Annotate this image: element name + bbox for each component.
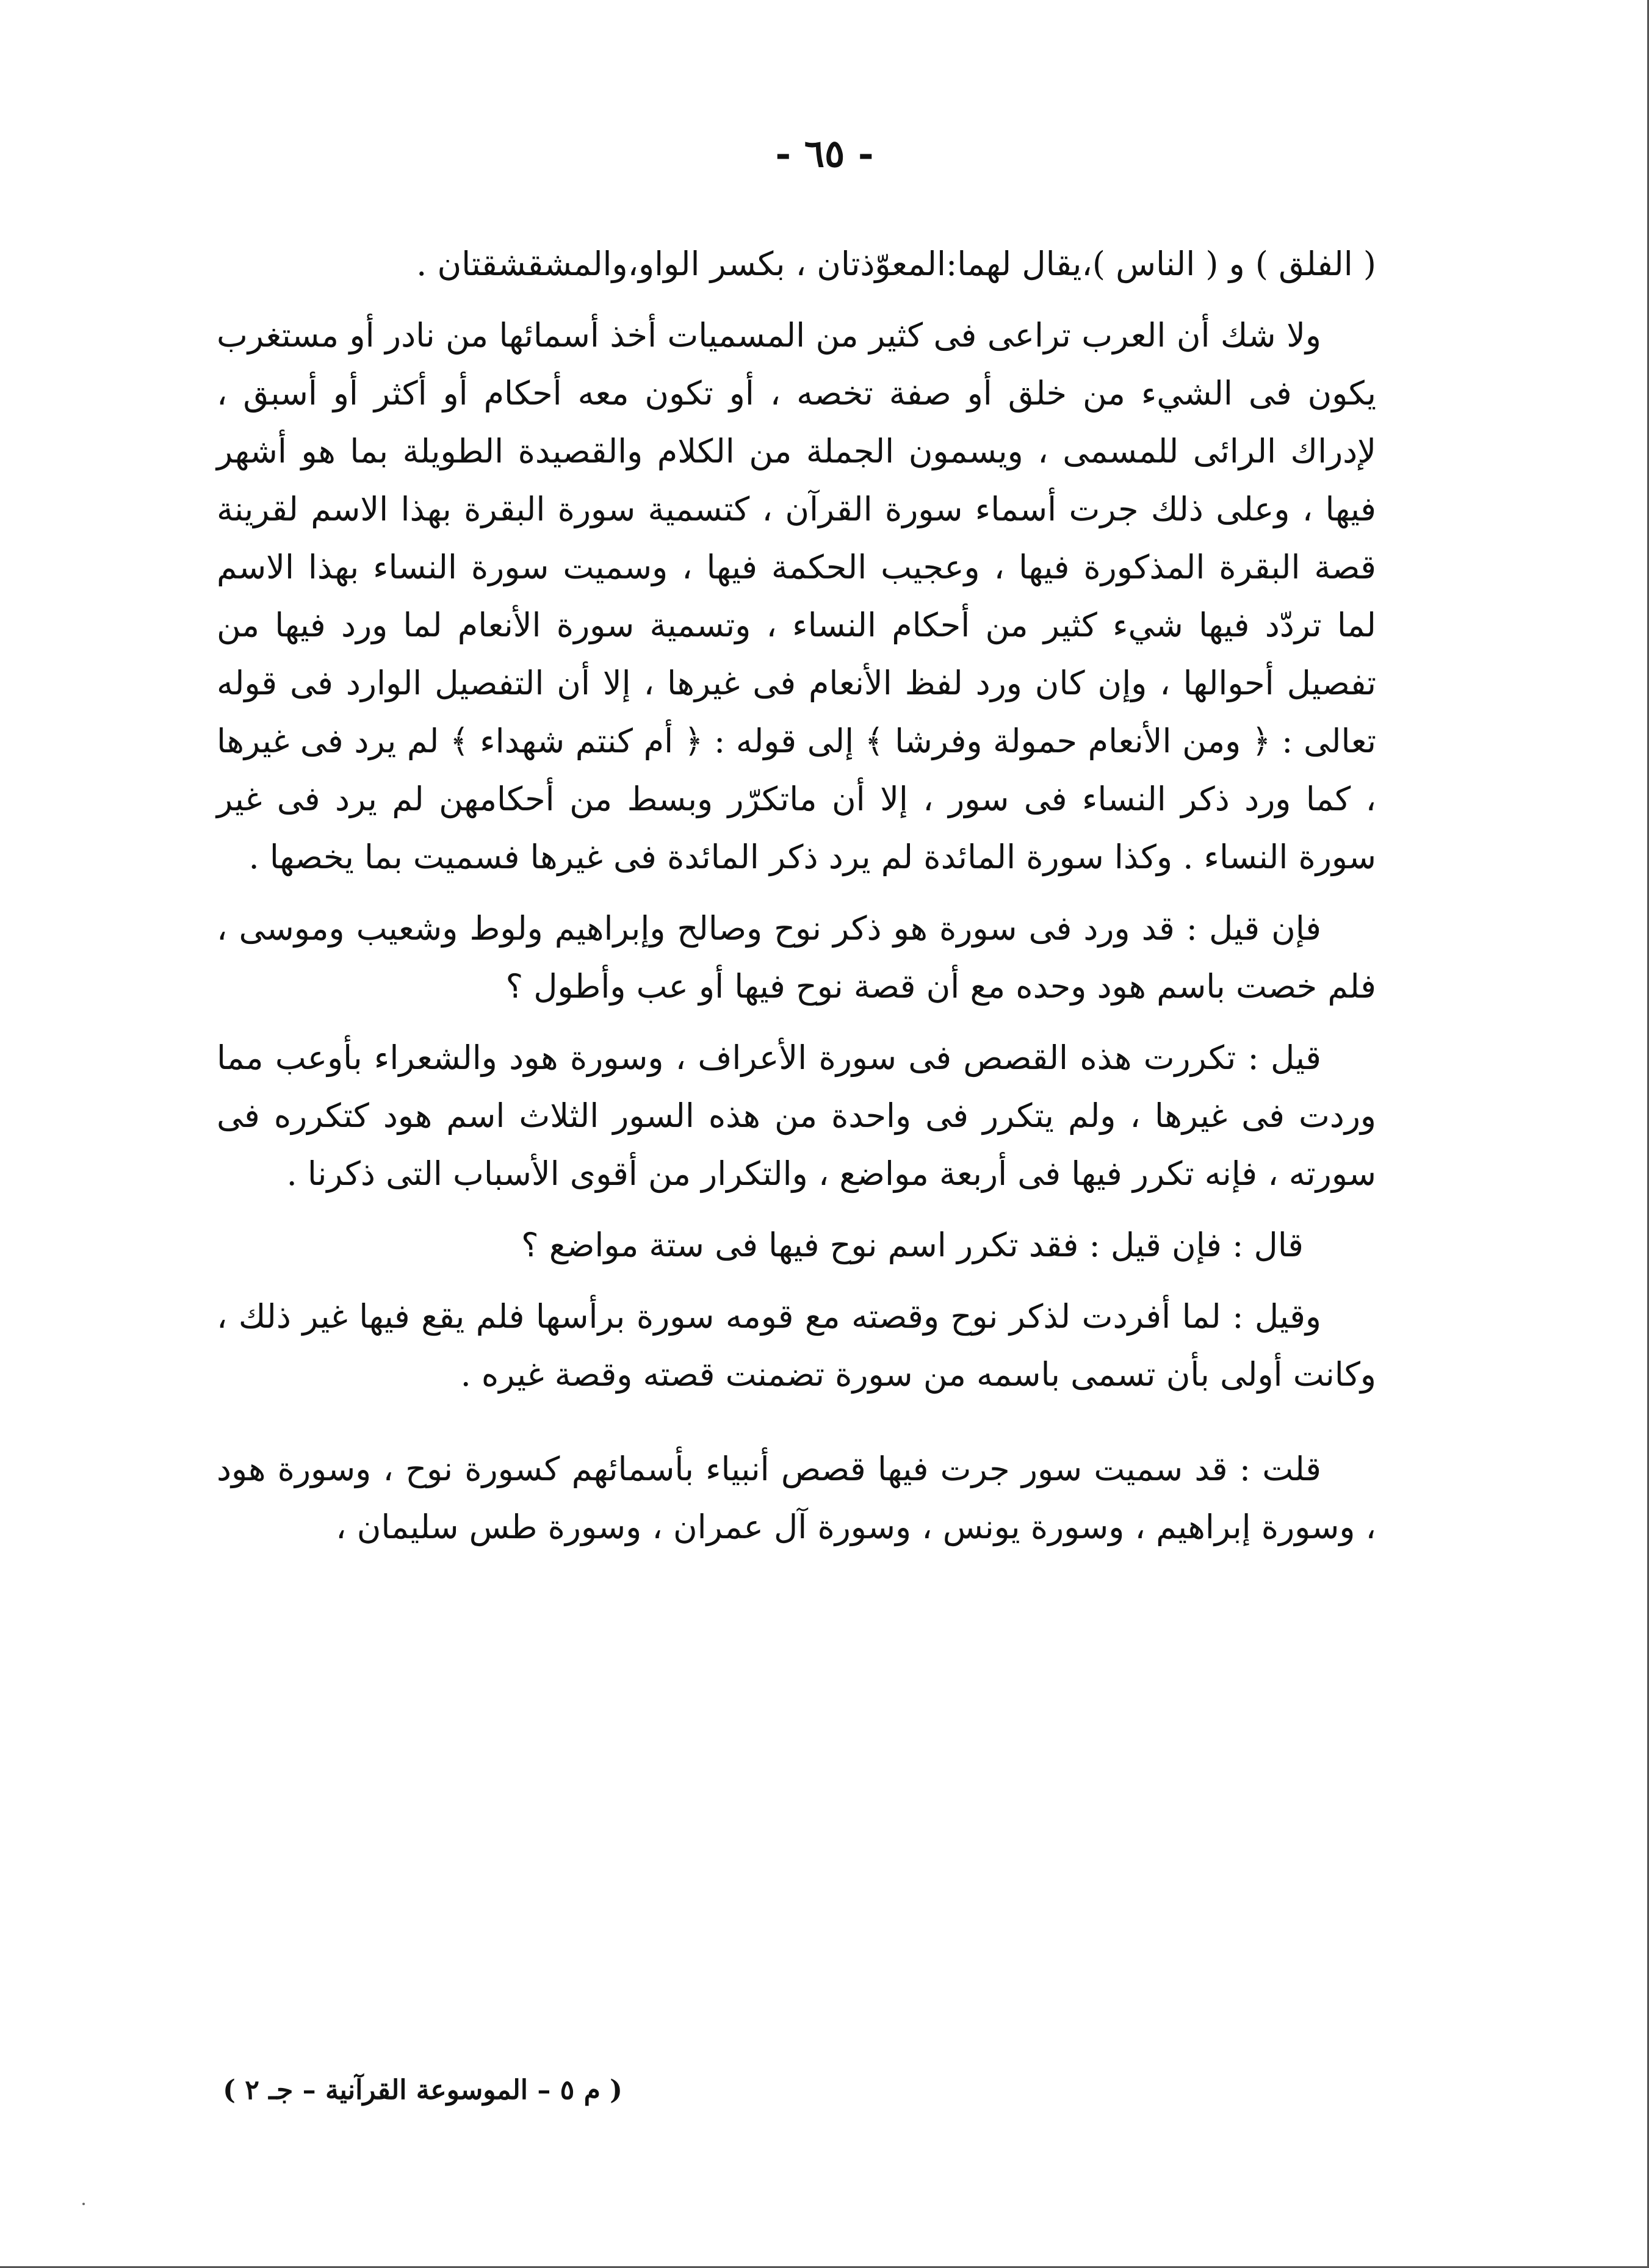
paragraph-answer-repetition: قيل : تكررت هذه القصص فى سورة الأعراف ، وسورة هود والشعراء بأوعب مما وردت فى غيرها ، ولم يتكرر فى واحدة من هذه السور الثلاث اسم هود كتكرره فى سورته ، فإنه تكرر فيها فى أربعة مواضع ، والتكرار من أقوى الأسباب التى ذكرنا . — [217, 1039, 1376, 1193]
page-body — [217, 235, 1376, 1569]
paragraph-naming-customs: ولا شك أن العرب تراعى فى كثير من المسميات أخذ أسمائها من نادر أو مستغرب يكون فى الشيء من خلق أو صفة تخصه ، أو تكون معه أحكام أو أكثر أو أسبق ، لإدراك الرائى للمسمى ، ويسمون الجملة من الكلام والقصيدة الطويلة بما هو أشهر فيها ، وعلى ذلك جرت أسماء سورة القرآن ، كتسمية سورة البقرة بهذا الاسم لقرينة قصة البقرة المذكورة فيها ، وعجيب الحكمة فيها ، وسميت سورة النساء بهذا الاسم لما تردّد فيها شيء كثير من أحكام النساء ، وتسمية سورة الأنعام لما ورد فيها من تفصيل أحوالها ، وإن كان ورد لفظ الأنعام فى غيرها ، إلا أن التفصيل الوارد فى قوله تعالى : ﴿ ومن الأنعام حمولة وفرشا ﴾ إلى قوله : ﴿ أم كنتم شهداء ﴾ لم يرد فى غيرها ، كما ورد ذكر النساء فى سور ، إلا أن ماتكرّر وبسط من أحكامهن لم يرد فى غير سورة النساء . وكذا سورة المائدة لم يرد ذكر المائدة فى غيرها فسميت بما يخصها . — [217, 316, 1376, 876]
page-footnote: ( م ٥ – الموسوعة القرآنية – جـ ٢ ) — [223, 2075, 622, 2106]
paragraph-answer-noah: وقيل : لما أفردت لذكر نوح وقصته مع قومه سورة برأسها فلم يقع فيها غير ذلك ، وكانت أولى بأن تسمى باسمه من سورة تضمنت قصته وقصة غيره . — [217, 1297, 1376, 1394]
scan-artifact-dot — [82, 2203, 85, 2205]
page-number: - ٦٥ - — [775, 131, 874, 176]
paragraph-prophet-surahs: قلت : قد سميت سور جرت فيها قصص أنبياء بأسمائهم كسورة نوح ، وسورة هود ، وسورة إبراهيم ، وسورة يونس ، وسورة آل عمران ، وسورة طس سليمان ، — [217, 1450, 1376, 1546]
paragraph-question-noah: قال : فإن قيل : فقد تكرر اسم نوح فيها فى ستة مواضع ؟ — [521, 1226, 1304, 1264]
paragraph-question-hud: فإن قيل : قد ورد فى سورة هو ذكر نوح وصالح وإبراهيم ولوط وشعيب وموسى ، فلم خصت باسم هود وحده مع أن قصة نوح فيها أو عب وأطول ؟ — [217, 909, 1376, 1006]
paragraph-surah-names: ( الفلق ) و ( الناس )،يقال لهما:المعوّذتان ، بكسر الواو،والمشقشقتان . — [416, 245, 1376, 283]
